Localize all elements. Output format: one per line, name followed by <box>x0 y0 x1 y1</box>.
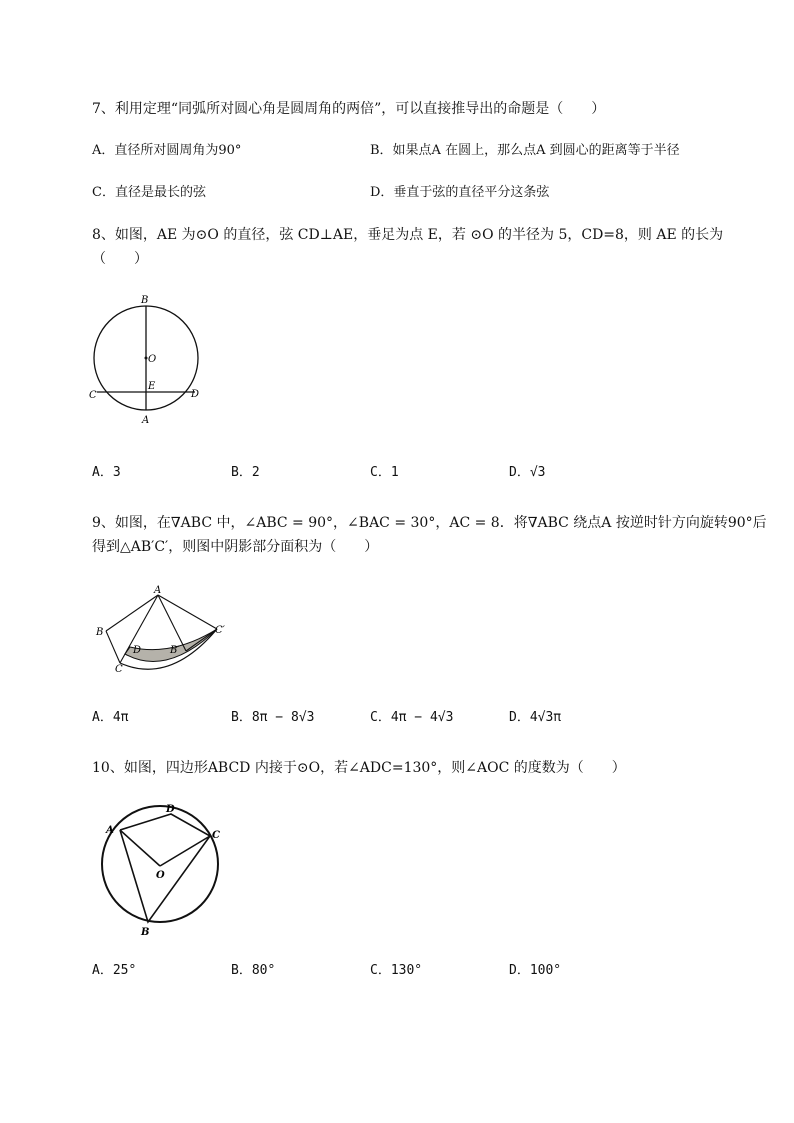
q9-label-c-prime: C′ <box>215 625 225 636</box>
q7-option-d: D．垂直于弦的直径平分这条弦 <box>370 185 550 200</box>
q8-stem-line2: （ ） <box>92 251 148 267</box>
q10-label-a: A <box>106 825 114 836</box>
q10-radius-oc <box>160 836 210 866</box>
q9-label-c: C <box>115 664 123 675</box>
q9-figure <box>92 585 237 675</box>
q8-label-d: D <box>191 389 200 400</box>
q8-label-a: A <box>142 415 150 426</box>
q10-option-b: B．80° <box>231 963 276 978</box>
q9-stem-line1: 9、如图，在∇ABC 中，∠ABC = 90°，∠BAC = 30°，AC = 8．将∇ABC 绕点A 按逆时针方向旋转90°后 <box>92 515 767 531</box>
q9-label-b: B <box>96 627 104 638</box>
q10-quadrilateral <box>120 814 210 922</box>
q10-figure <box>96 800 226 940</box>
q7-option-a: A．直径所对圆周角为90° <box>92 143 242 158</box>
q8-option-b: B．2 <box>231 465 260 480</box>
q9-label-d: D <box>133 645 142 656</box>
q9-label-b-prime: B′ <box>170 645 180 656</box>
q9-label-a: A <box>154 585 162 596</box>
q10-stem: 10、如图，四边形ABCD 内接于⊙O，若∠ADC=130°，则∠AOC 的度数为（ ） <box>92 760 626 776</box>
q9-option-c: C．4π − 4√3 <box>370 710 454 725</box>
q10-label-c: C <box>212 830 220 841</box>
q10-label-b: B <box>141 927 150 938</box>
q8-label-e: E <box>148 381 156 392</box>
q8-stem-line1: 8、如图，AE 为⊙O 的直径，弦 CD⊥AE，垂足为点 E，若 ⊙O 的半径为 5，CD=8，则 AE 的长为 <box>92 227 724 243</box>
q7-stem: 7、利用定理“同弧所对圆心角是圆周角的两倍”，可以直接推导出的命题是（ ） <box>92 101 606 117</box>
q9-stem-line2: 得到△AB′C′，则图中阴影部分面积为（ ） <box>92 539 379 555</box>
q9-option-a: A．4π <box>92 710 129 725</box>
q10-option-a: A．25° <box>92 963 137 978</box>
q8-option-d: D．√3 <box>509 465 546 480</box>
q8-option-a: A．3 <box>92 465 121 480</box>
q10-option-d: D．100° <box>509 963 562 978</box>
q8-label-c: C <box>89 390 97 401</box>
q10-option-c: C．130° <box>370 963 423 978</box>
q8-option-c: C．1 <box>370 465 399 480</box>
q8-label-b: B <box>141 295 149 306</box>
q9-option-b: B．8π − 8√3 <box>231 710 315 725</box>
q7-option-b: B．如果点A 在圆上，那么点A 到圆心的距离等于半径 <box>370 143 680 158</box>
q8-label-o: O <box>148 354 157 365</box>
q10-label-d: D <box>166 804 175 815</box>
q10-label-o: O <box>156 870 165 881</box>
q8-figure <box>80 290 210 430</box>
q7-option-c: C．直径是最长的弦 <box>92 185 206 200</box>
q9-option-d: D．4√3π <box>509 710 562 725</box>
